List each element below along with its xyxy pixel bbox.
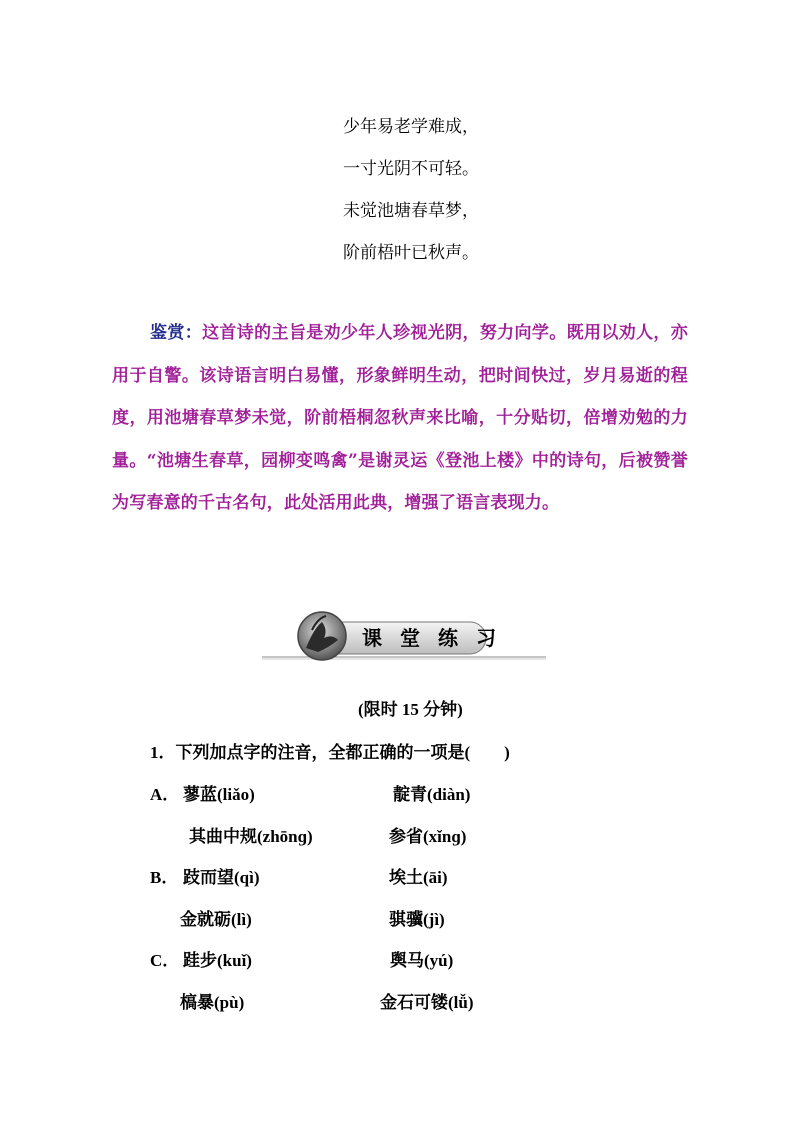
section-banner xyxy=(262,608,546,664)
poem-line: 未觉池塘春草梦， xyxy=(343,201,479,221)
appreciation-label: 鉴赏： xyxy=(150,323,203,343)
poem-line: 少年易老学难成， xyxy=(343,117,479,137)
poem xyxy=(343,106,479,274)
section-title: 课堂练习 xyxy=(362,626,514,650)
option-label-a: A． xyxy=(150,785,180,804)
option-item: 其曲中规(zhōnɡ) xyxy=(189,827,313,846)
poem-line: 阶前梧叶已秋声。 xyxy=(343,243,479,263)
poem-line: 一寸光阴不可轻。 xyxy=(343,159,479,179)
option-item: 跬步(kuǐ) xyxy=(183,951,252,970)
option-label-c: C． xyxy=(150,951,180,970)
option-item: 金石可镂(lǚ) xyxy=(380,993,474,1012)
option-item: 槁暴(pù) xyxy=(180,993,245,1012)
option-item: 金就砺(lì) xyxy=(180,910,252,929)
option-item: 舆马(yú) xyxy=(390,951,454,970)
option-label-b: B． xyxy=(150,868,179,887)
appreciation-paragraph xyxy=(112,312,688,525)
option-item: 骐骥(jì) xyxy=(389,910,445,929)
time-limit: (限时 15 分钟) xyxy=(358,700,463,719)
appreciation-text: 这首诗的主旨是劝少年人珍视光阴，努力向学。既用以劝人，亦用于自警。该诗语言明白易懂，形象鲜明生动，把时间快过，岁月易逝的程度，用池塘春草梦未觉，阶前梧桐忽秋声来比喻，十分贴切，倍增劝勉的力量。“池塘生春草，园柳变鸣禽”是谢灵运《登池上楼》中的诗句，后被赞誉为写春意的千古名句，此处活用此典，增强了语言表现力。 xyxy=(112,323,688,513)
option-item: 靛青(diàn) xyxy=(393,785,471,804)
option-item: 蓼蓝(liǎo) xyxy=(183,785,255,804)
question-stem: 1．下列加点字的注音，全都正确的一项是( ) xyxy=(150,743,510,762)
option-item: 埃土(āi) xyxy=(389,868,448,887)
option-item: 参省(xǐnɡ) xyxy=(389,827,467,846)
option-item: 跂而望(qì) xyxy=(183,868,260,887)
